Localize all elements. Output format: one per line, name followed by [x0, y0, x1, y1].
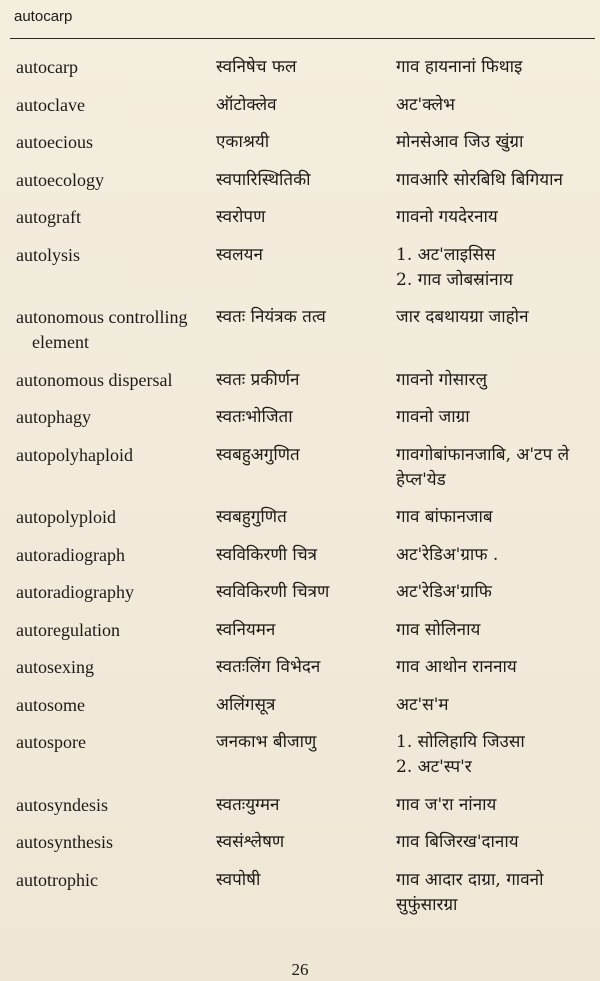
entry-bodo	[396, 368, 596, 393]
entry-hindi: जनकाभ बीजाणु	[216, 732, 317, 752]
entry-hindi: स्वतः प्रकीर्णन	[216, 369, 300, 390]
entry-bodo	[396, 93, 596, 118]
running-head: autocarp	[14, 8, 73, 25]
entry-bodo-line: गाव सोलिनाय	[396, 619, 481, 640]
entry-term-line: autopolyploid	[16, 507, 116, 527]
entry-term-line: autoregulation	[16, 619, 120, 640]
entry-bodo	[396, 168, 596, 193]
entry-term	[16, 130, 216, 155]
entry-bodo	[396, 618, 596, 643]
entry-term-line: autoecious	[16, 132, 93, 152]
entry-term	[16, 868, 216, 893]
page-number: 26	[291, 960, 309, 979]
entry-term	[16, 793, 216, 818]
entry-term	[16, 505, 216, 530]
entry-term-line: autopolyhaploid	[16, 444, 133, 465]
entry-bodo-line: अट'क्लेभ	[396, 94, 455, 115]
entry-term-line: element	[32, 332, 89, 352]
entry-term	[16, 93, 216, 118]
entry-hindi: अलिंगसूत्र	[216, 694, 276, 715]
entry-bodo-line: गाव हायनानां फिथाइ	[396, 57, 523, 77]
entry-bodo	[396, 868, 596, 918]
entry-term	[16, 655, 216, 680]
entry-bodo-line: गावनो गोसारलु	[396, 369, 488, 390]
entry-hindi: स्वपोषी	[216, 869, 261, 890]
entry-bodo-line: गावनो जाग्रा	[396, 407, 470, 427]
entry-bodo	[396, 693, 596, 718]
entry-hindi: एकाश्रयी	[216, 132, 270, 152]
entry-term	[16, 243, 216, 268]
entry-bodo	[396, 830, 596, 855]
entry-term	[16, 368, 216, 393]
entry-hindi: स्वसंश्लेषण	[216, 832, 285, 852]
entry-term-line: autosome	[16, 694, 85, 715]
entry-bodo-line: गावनो गयदेरनाय	[396, 207, 498, 227]
entry-bodo-line: गावआरि सोरबिथि बिगियान	[396, 169, 563, 190]
entry-bodo	[396, 730, 596, 780]
entry-term	[16, 168, 216, 193]
entry-bodo	[396, 793, 596, 818]
entry-hindi: स्वतः नियंत्रक तत्व	[216, 307, 326, 327]
entry-hindi: स्वनिषेच फल	[216, 57, 297, 77]
entry-term-line: autoradiography	[16, 582, 134, 602]
entry-bodo-line: सुफुंसारग्रा	[396, 894, 458, 915]
header-rule	[10, 38, 595, 39]
entry-bodo-line: 2. गाव जोबस्रांनाय	[396, 269, 513, 290]
entry-term-line: autonomous dispersal	[16, 369, 173, 390]
entry-bodo-line: गाव आदार दाग्रा, गावनो	[396, 869, 544, 890]
entry-bodo-line: गाव बिजिरख'दानाय	[396, 832, 519, 852]
entry-term-line: autocarp	[16, 57, 78, 77]
entry-term-line: autoradiograph	[16, 544, 125, 565]
entry-term-line: autoecology	[16, 169, 104, 190]
entry-term-line: autophagy	[16, 407, 91, 427]
entry-bodo-line: मोनसेआव जिउ खुंग्रा	[396, 132, 524, 152]
entry-hindi: स्वतःभोजिता	[216, 407, 293, 427]
entry-bodo	[396, 505, 596, 530]
entry-term-line: autoclave	[16, 94, 85, 115]
entry-term	[16, 543, 216, 568]
entry-term-line: autosynthesis	[16, 832, 113, 852]
entry-bodo	[396, 205, 596, 230]
entry-hindi: स्वतःलिंग विभेदन	[216, 657, 321, 677]
entry-bodo-line: अट'रेडिअ'ग्राफि	[396, 582, 492, 602]
entry-bodo	[396, 243, 596, 293]
entry-term-line: autolysis	[16, 244, 81, 265]
entry-term	[16, 580, 216, 605]
entry-bodo	[396, 443, 596, 493]
entry-term-line: autograft	[16, 207, 81, 227]
entry-term-line: autonomous controlling	[16, 307, 188, 327]
entry-hindi: स्वनियमन	[216, 619, 276, 640]
entry-bodo-line: अट'रेडिअ'ग्राफ .	[396, 544, 499, 565]
entry-term	[16, 205, 216, 230]
entry-bodo-line: गाव आथोन राननाय	[396, 657, 517, 677]
entry-term-line: autotrophic	[16, 869, 98, 890]
entry-term	[16, 830, 216, 855]
entry-hindi: स्वलयन	[216, 244, 263, 265]
entry-term	[16, 55, 216, 80]
entry-bodo-line: 1. सोलिहायि जिउसा	[396, 732, 525, 752]
entry-bodo-line: गाव ज'रा नांनाय	[396, 794, 497, 815]
entry-bodo-line: 2. अट'स्प'र	[396, 757, 472, 777]
entry-hindi: स्वतःयुग्मन	[216, 794, 280, 815]
entry-bodo	[396, 543, 596, 568]
entry-hindi: स्वविकिरणी चित्रण	[216, 582, 330, 602]
entry-term	[16, 730, 216, 755]
entry-bodo-line: जार दबथायग्रा जाहोन	[396, 307, 529, 327]
entry-bodo	[396, 130, 596, 155]
entry-bodo	[396, 655, 596, 680]
entry-hindi: स्वबहुअगुणित	[216, 444, 300, 465]
entry-term-line: autosyndesis	[16, 794, 108, 815]
entry-bodo-line: गावगोबांफानजाबि, अ'टप ले	[396, 444, 570, 465]
entry-bodo	[396, 55, 596, 80]
entry-hindi: स्वरोपण	[216, 207, 266, 227]
entry-hindi: ऑटोक्लेव	[216, 94, 277, 115]
entry-bodo-line: गाव बांफानजाब	[396, 507, 493, 527]
entry-term-line: autospore	[16, 732, 86, 752]
entry-bodo-line: 1. अट'लाइसिस	[396, 244, 496, 265]
entry-term	[16, 618, 216, 643]
entry-bodo	[396, 305, 596, 330]
entry-term-line: autosexing	[16, 657, 94, 677]
entry-hindi: स्वविकिरणी चित्र	[216, 544, 318, 565]
entry-bodo	[396, 580, 596, 605]
entry-term	[16, 305, 216, 355]
entry-bodo-line: अट'स'म	[396, 694, 449, 715]
entry-bodo-line: हेप्ल'येड	[396, 469, 446, 490]
entry-term	[16, 693, 216, 718]
entry-hindi: स्वबहुगुणित	[216, 507, 287, 527]
entry-term	[16, 443, 216, 468]
entry-hindi: स्वपारिस्थितिकी	[216, 169, 311, 190]
entry-bodo	[396, 405, 596, 430]
entry-term	[16, 405, 216, 430]
